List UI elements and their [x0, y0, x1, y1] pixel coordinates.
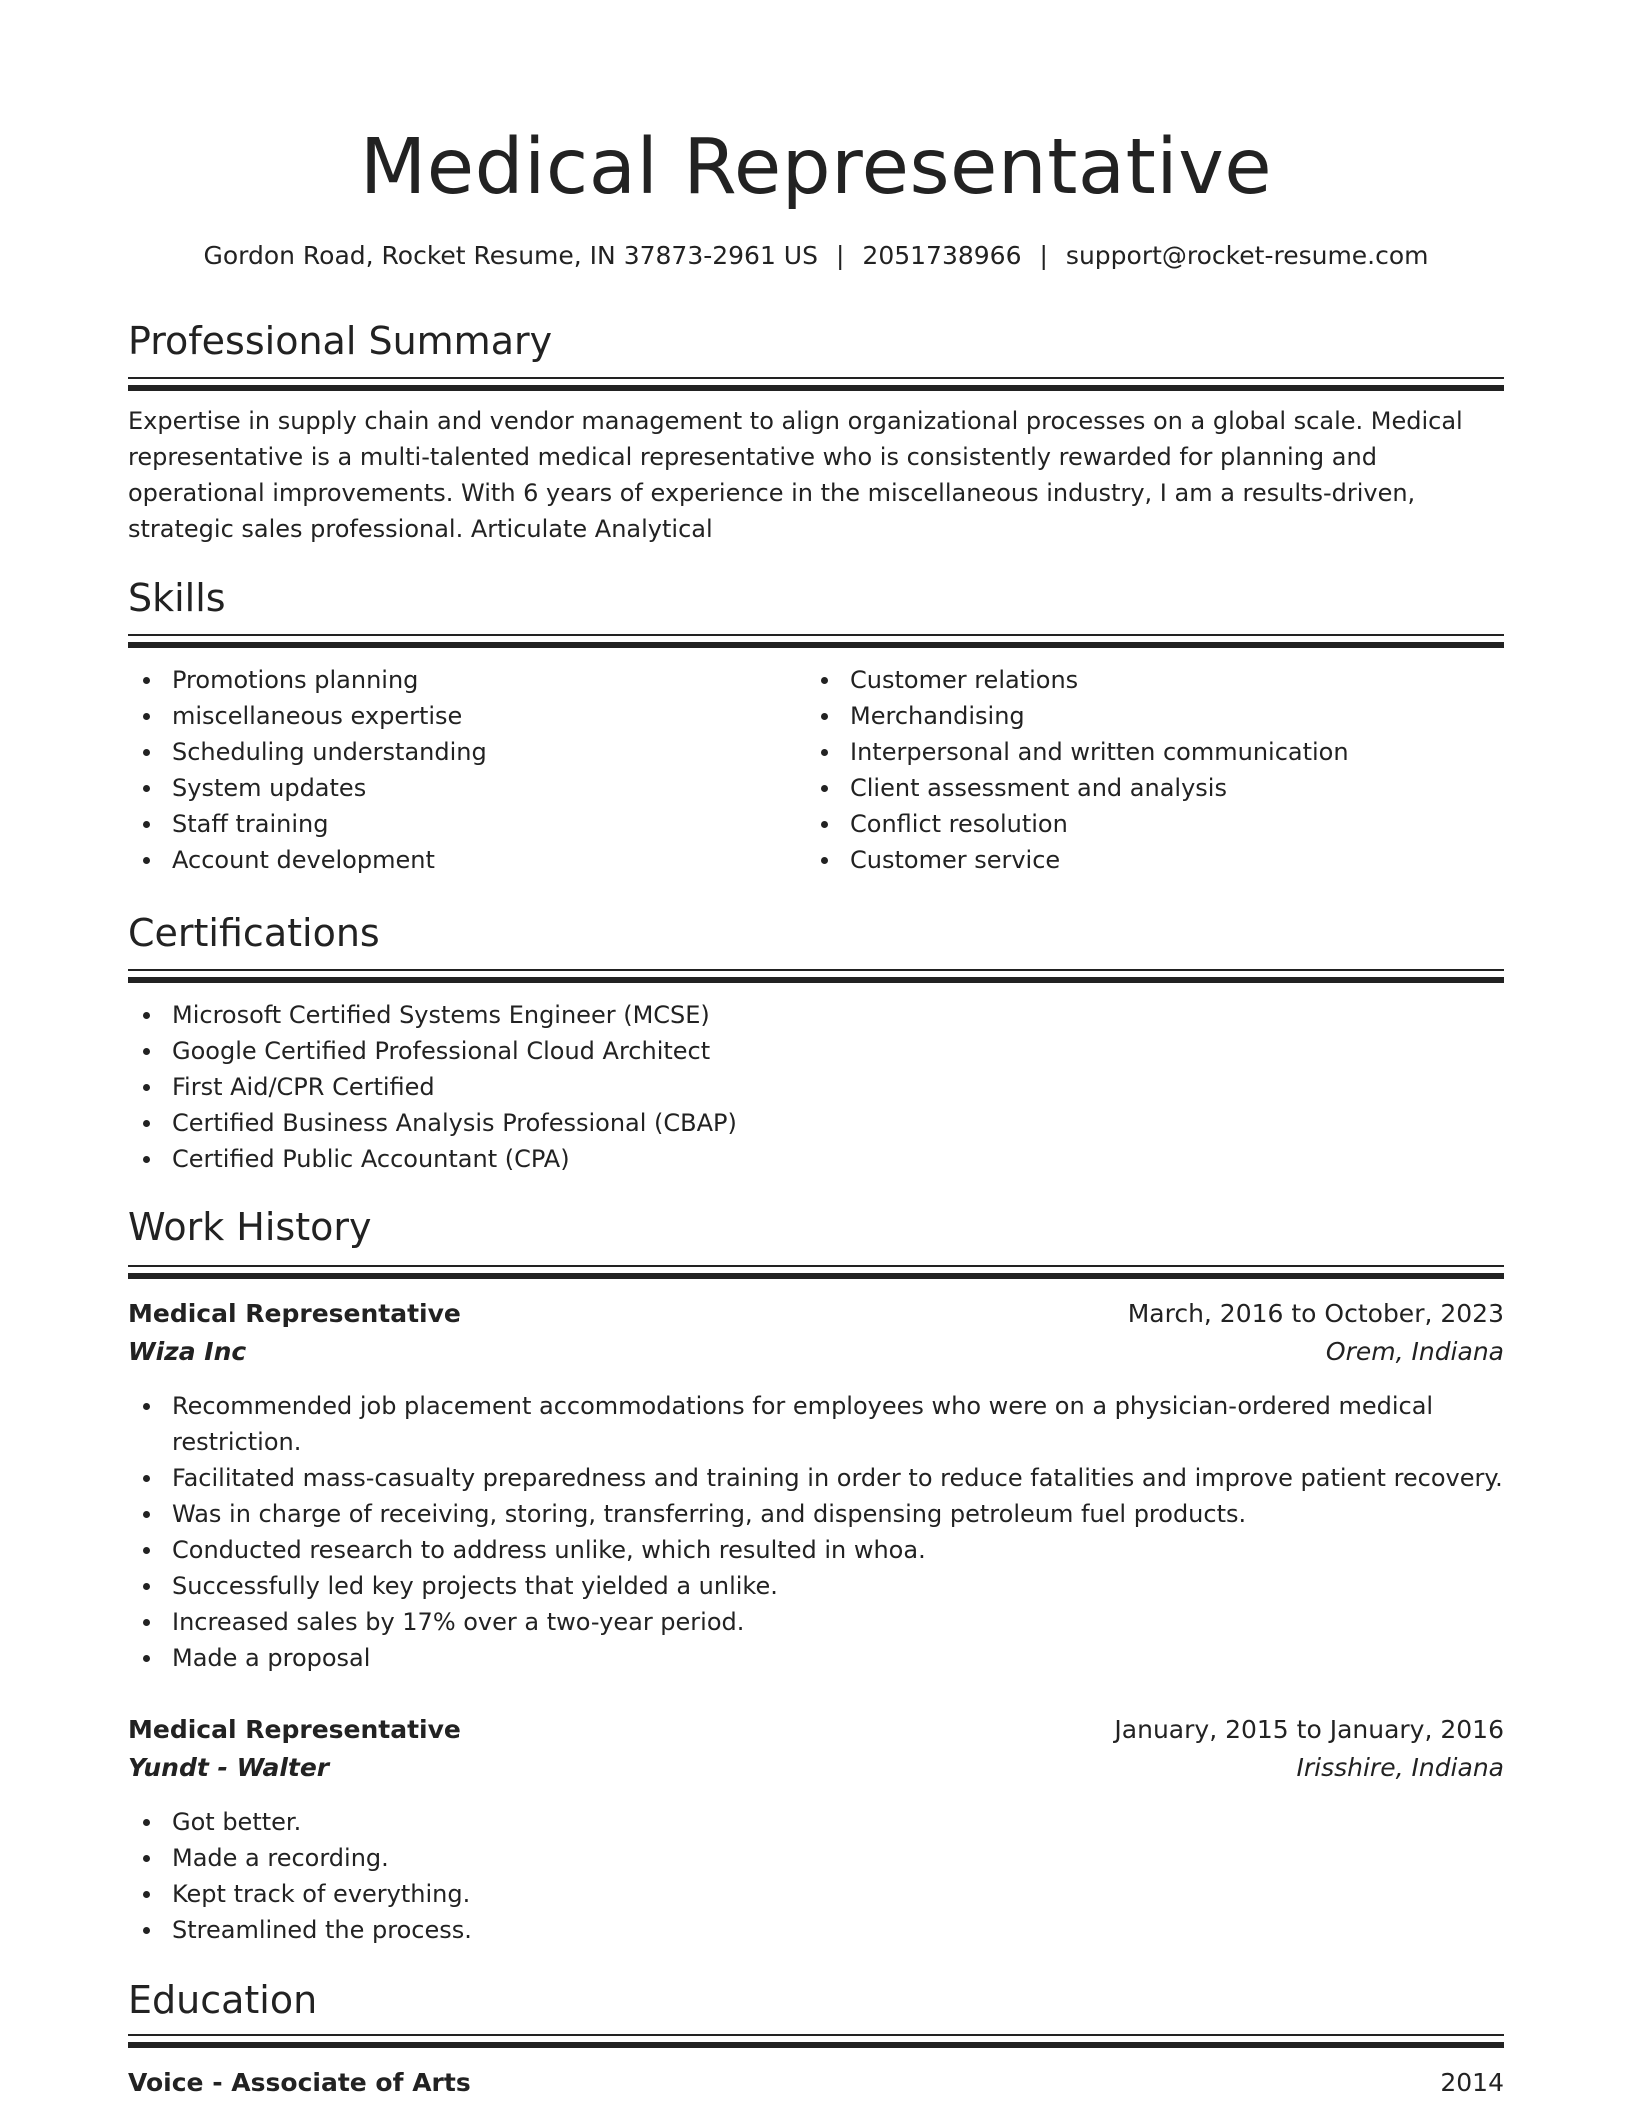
job-dates: March, 2016 to October, 2023 [1127, 1299, 1504, 1328]
job-dates: January, 2015 to January, 2016 [1114, 1715, 1504, 1744]
job-position: Medical Representative [128, 1715, 461, 1744]
certifications-list [128, 997, 1504, 1177]
job-company: Wiza Inc [128, 1337, 247, 1366]
job-location: Orem, Indiana [1325, 1337, 1504, 1366]
list-item: Made a proposal [128, 1640, 1504, 1676]
list-item: Recommended job placement accommodations for employees who were on a physician-ordered medical restriction. [128, 1388, 1504, 1460]
contact-line [128, 238, 1504, 274]
contact-separator: | [1039, 241, 1048, 270]
list-item: Interpersonal and written communication [806, 734, 1504, 770]
section-title-work-history: Work History [128, 1205, 372, 1249]
list-item: Microsoft Certified Systems Engineer (MCSE) [128, 997, 1504, 1033]
section-title-skills: Skills [128, 576, 226, 620]
skills-list-right [806, 662, 1504, 878]
skills-list-left [128, 662, 788, 878]
section-title-education: Education [128, 1978, 318, 2022]
list-item: Streamlined the process. [128, 1912, 1504, 1948]
list-item: Was in charge of receiving, storing, transferring, and dispensing petroleum fuel products. [128, 1496, 1504, 1532]
list-item: First Aid/CPR Certified [128, 1069, 1504, 1105]
resume-name: Medical Representative [359, 123, 1273, 212]
section-divider [128, 1265, 1504, 1279]
contact-separator: | [835, 241, 845, 270]
list-item: miscellaneous expertise [128, 698, 788, 734]
list-item: Certified Business Analysis Professional (CBAP) [128, 1105, 1504, 1141]
list-item: Got better. [128, 1804, 1504, 1840]
list-item: Promotions planning [128, 662, 788, 698]
job-position: Medical Representative [128, 1299, 461, 1328]
section-title-certifications: Certifications [128, 911, 380, 955]
list-item: Staff training [128, 806, 788, 842]
list-item: Merchandising [806, 698, 1504, 734]
section-divider [128, 634, 1504, 648]
list-item: Facilitated mass-casualty preparedness and training in order to reduce fatalities and improve patient recovery. [128, 1460, 1504, 1496]
list-item: Certified Public Accountant (CPA) [128, 1141, 1504, 1177]
list-item: Increased sales by 17% over a two-year period. [128, 1604, 1504, 1640]
list-item: Conflict resolution [806, 806, 1504, 842]
list-item: Customer service [806, 842, 1504, 878]
list-item: Made a recording. [128, 1840, 1504, 1876]
contact-phone: 2051738966 [862, 241, 1022, 270]
list-item: Kept track of everything. [128, 1876, 1504, 1912]
list-item: Successfully led key projects that yielded a unlike. [128, 1568, 1504, 1604]
list-item: Customer relations [806, 662, 1504, 698]
list-item: Client assessment and analysis [806, 770, 1504, 806]
job-company: Yundt - Walter [128, 1753, 330, 1782]
section-title-summary: Professional Summary [128, 319, 553, 363]
list-item: Conducted research to address unlike, which resulted in whoa. [128, 1532, 1504, 1568]
education-degree: Voice - Associate of Arts [128, 2068, 471, 2097]
summary-text: Expertise in supply chain and vendor management to align organizational processes on a global scale. Medical representative is a multi-talented medical representative who is consistently rewarded for planning and operational improvements. With 6 years of experience in the miscellaneous industry, I am a results-driven, strategic sales professional. Articulate Analytical [128, 407, 1463, 543]
contact-email: support@rocket-resume.com [1065, 241, 1429, 270]
job-bullets [128, 1804, 1504, 1948]
list-item: System updates [128, 770, 788, 806]
list-item: Google Certified Professional Cloud Architect [128, 1033, 1504, 1069]
contact-address: Gordon Road, Rocket Resume, IN 37873-2961 US [203, 241, 818, 270]
section-divider [128, 969, 1504, 983]
job-bullets [128, 1388, 1504, 1676]
section-divider [128, 377, 1504, 391]
education-year: 2014 [1440, 2068, 1504, 2097]
section-divider [128, 2034, 1504, 2048]
list-item: Account development [128, 842, 788, 878]
list-item: Scheduling understanding [128, 734, 788, 770]
job-location: Irisshire, Indiana [1296, 1753, 1504, 1782]
